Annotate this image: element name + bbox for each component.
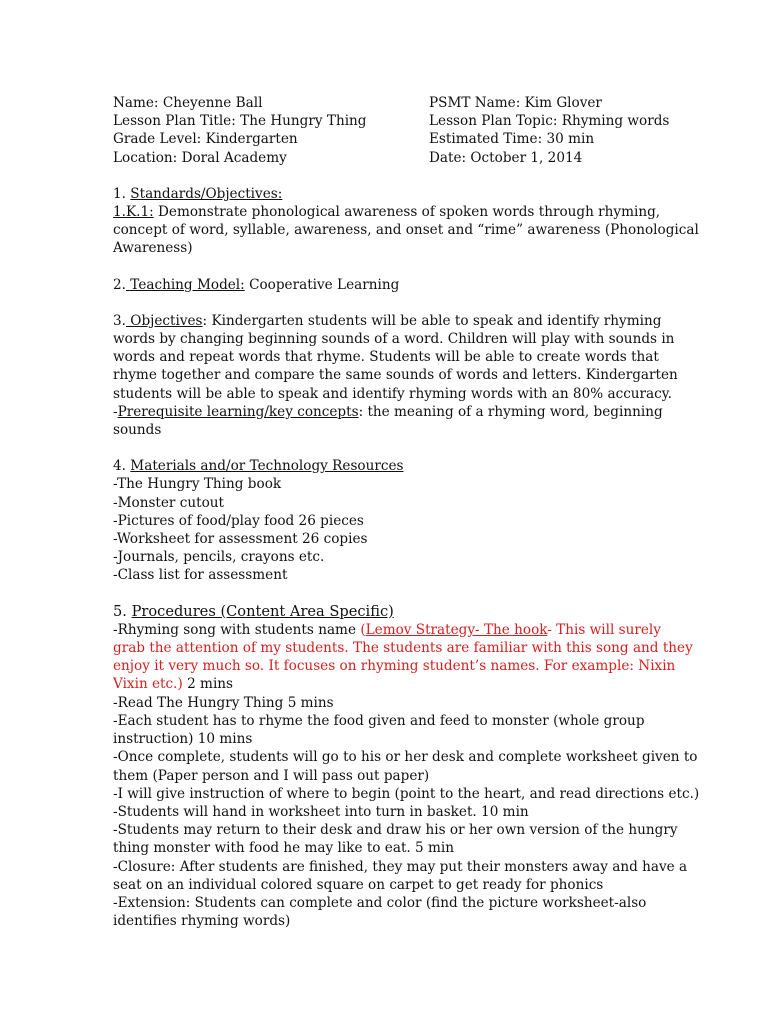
procedure-line-highlight: enjoy it very much so. It focuses on rhyming student’s names. For example: Nixin bbox=[113, 658, 676, 675]
section-teaching-model: 2. Teaching Model: Cooperative Learning bbox=[113, 276, 400, 293]
standard-code: 1.K.1: bbox=[113, 204, 154, 221]
procedure-line-highlight: grab the attention of my students. The students are familiar with this song and they bbox=[113, 640, 693, 657]
lesson-title: Lesson Plan Title: The Hungry Thing bbox=[113, 113, 367, 130]
location: Location: Doral Academy bbox=[113, 149, 287, 166]
procedure-line: Vixin etc.) 2 mins bbox=[113, 676, 234, 693]
material-item: -Class list for assessment bbox=[113, 567, 288, 584]
header-info bbox=[113, 94, 670, 167]
procedure-line: -Students may return to their desk and draw his or her own version of the hungry bbox=[113, 822, 678, 839]
objectives-line: words and repeat words that rhyme. Students will be able to create words that bbox=[113, 349, 659, 366]
section-3-heading: Objectives bbox=[125, 312, 203, 329]
material-item: -Monster cutout bbox=[113, 494, 224, 511]
objectives-line: words by changing beginning sounds of a word. Children will play with sounds in bbox=[113, 331, 675, 348]
prerequisite-heading: Prerequisite learning/key concepts bbox=[117, 403, 359, 420]
procedure-line: instruction) 10 mins bbox=[113, 731, 253, 748]
standard-line-3: Awareness) bbox=[113, 240, 193, 257]
procedure-line: -Read The Hungry Thing 5 mins bbox=[113, 694, 334, 711]
procedure-line: -I will give instruction of where to begin (point to the heart, and read directions etc.) bbox=[113, 785, 700, 802]
section-5-heading: Procedures (Content Area Specific) bbox=[131, 602, 394, 620]
material-item: -Worksheet for assessment 26 copies bbox=[113, 531, 368, 548]
lesson-plan-document bbox=[113, 94, 700, 930]
procedure-line: -Rhyming song with students name (Lemov Strategy- The hook- This will surely bbox=[113, 621, 661, 638]
material-item: -Journals, pencils, crayons etc. bbox=[113, 549, 325, 566]
grade-level: Grade Level: Kindergarten bbox=[113, 131, 298, 148]
procedure-line: seat on an individual colored square on carpet to get ready for phonics bbox=[113, 876, 604, 893]
procedure-line: -Extension: Students can complete and color (find the picture worksheet-also bbox=[113, 894, 647, 911]
objectives-line: rhyme together and compare the same sounds of words and letters. Kindergarten bbox=[113, 367, 678, 384]
date: Date: October 1, 2014 bbox=[429, 149, 583, 166]
section-1-heading-line: 1. Standards/Objectives: bbox=[113, 185, 283, 202]
section-materials: 4. Materials and/or Technology Resources -The Hungry Thing book -Monster cutout -Pictures of food/play food 26 pieces -Worksheet for assessment 26 copies -Journals, pencils, crayons etc. -Class list for assessment bbox=[113, 457, 658, 584]
teacher-name: Name: Cheyenne Ball bbox=[113, 95, 263, 111]
procedure-line: thing monster with food he may like to eat. 5 min bbox=[113, 840, 455, 857]
procedure-line: identifies rhyming words) bbox=[113, 913, 291, 930]
section-4-heading: Materials and/or Technology Resources bbox=[130, 458, 404, 475]
material-item: -Pictures of food/play food 26 pieces bbox=[113, 512, 364, 529]
material-item: -The Hungry Thing book bbox=[113, 476, 282, 493]
section-objectives: 3. Objectives: Kindergarten students will be able to speak and identify rhyming words by changing beginning sounds of a word. Children will play with sounds in words and repeat words that rhyme. Students will be able to create words that rhyme together and compare the same sounds of words and letters. Kindergarten students will be able to speak and identify rhyming words with an 80% accuracy. -Prerequisite learning/key concepts: the meaning of a rhyming word, beginning sounds bbox=[113, 312, 678, 439]
objectives-line: students will be able to speak and identify rhyming words with an 80% accuracy. bbox=[113, 385, 672, 402]
procedure-line: -Each student has to rhyme the food given and feed to monster (whole group bbox=[113, 712, 645, 729]
standard-line-1: 1.K.1: Demonstrate phonological awareness of spoken words through rhyming, bbox=[113, 204, 661, 221]
procedure-line: -Closure: After students are finished, they may put their monsters away and have a bbox=[113, 858, 688, 875]
procedure-line: -Students will hand in worksheet into turn in basket. 10 min bbox=[113, 803, 529, 820]
procedure-line: them (Paper person and I will pass out paper) bbox=[113, 767, 430, 784]
section-standards bbox=[113, 185, 699, 258]
lesson-topic: Lesson Plan Topic: Rhyming words bbox=[429, 113, 670, 130]
section-2-heading: Teaching Model: bbox=[125, 276, 245, 293]
standard-line-2: concept of word, syllable, awareness, and onset and “rime” awareness (Phonological bbox=[113, 222, 699, 239]
teaching-model-value: Cooperative Learning bbox=[244, 276, 400, 293]
procedure-line: -Once complete, students will go to his or her desk and complete worksheet given to bbox=[113, 749, 698, 766]
psmt-name: PSMT Name: Kim Glover bbox=[429, 95, 602, 111]
prerequisite-line: -Prerequisite learning/key concepts: the meaning of a rhyming word, beginning bbox=[113, 403, 663, 420]
prerequisite-line-2: sounds bbox=[113, 422, 162, 439]
section-1-heading: Standards/Objectives: bbox=[130, 185, 283, 202]
estimated-time: Estimated Time: 30 min bbox=[429, 131, 595, 148]
lemov-strategy-reference: Lemov Strategy- The hook bbox=[365, 621, 548, 638]
section-procedures: 5. Procedures (Content Area Specific) -Rhyming song with students name (Lemov Strategy- The hook- This will surely grab the attention of my students. The students are familiar with this song and they enjoy it very much so. It focuses on rhyming student’s names. For example: Nixin Vixin etc.) 2 mins -Read The Hungry Thing 5 mins -Each student has to rhyme the food given and feed to monster (whole group instruction) 10 mins -Once complete, students will go to his or her desk and complete worksheet given to them (Paper person and I will pass out paper) -I will give instruction of where to begin (point to the heart, and read directions etc.) -Students will hand in worksheet into turn in basket. 10 min -Students may return to their desk and draw his or her own version of the hungry thing monster with food he may like to eat. 5 min -Closure: After students are finished, they may put their monsters away and have a seat on an individual colored square on carpet to get ready for phonics -Extension: Students can complete and color (find the picture worksheet-also identifies rhyming words) bbox=[113, 602, 700, 930]
